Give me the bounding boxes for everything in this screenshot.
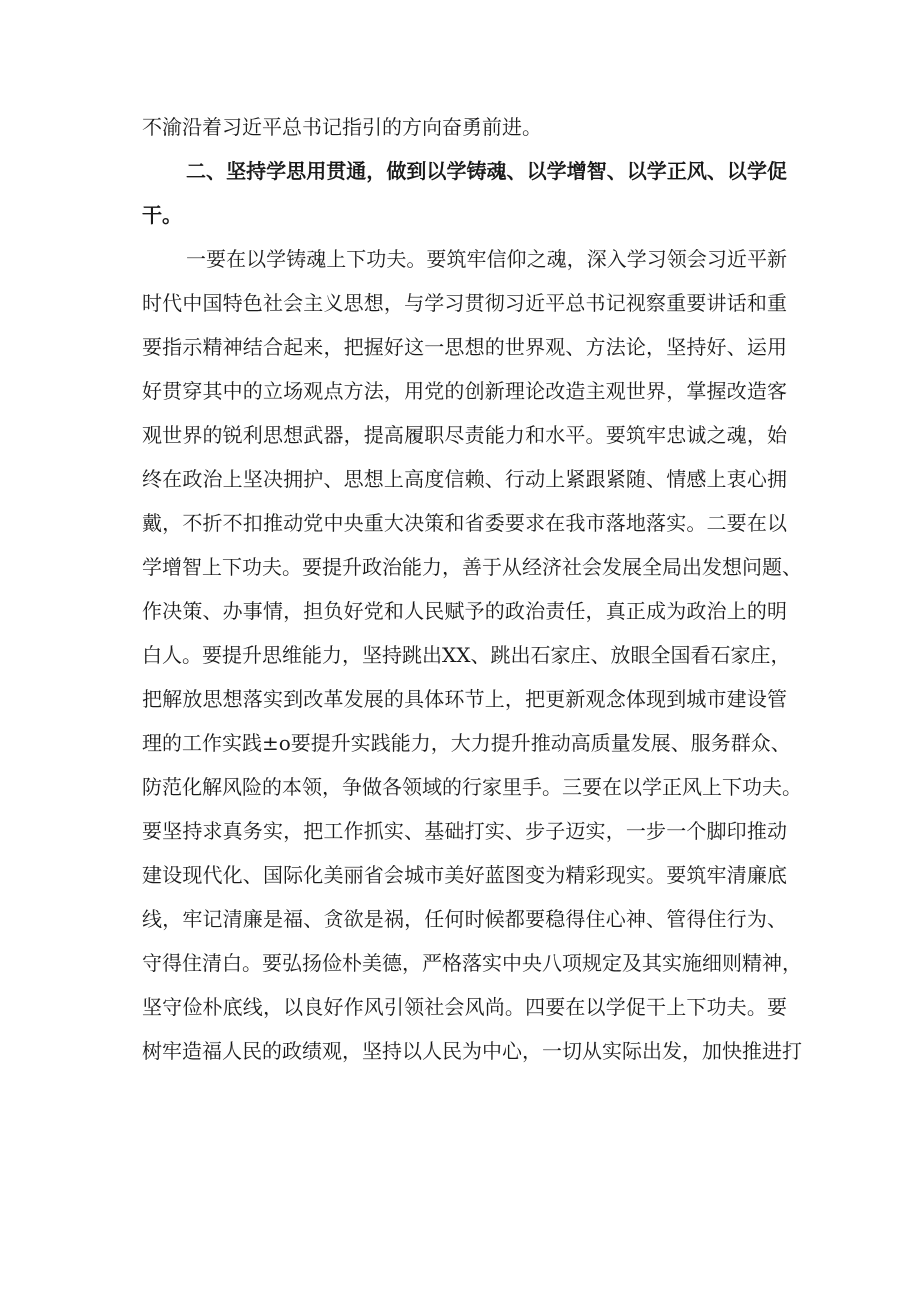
body-paragraph-line: 一要在以学铸魂上下功夫。要筑牢信仰之魂，深入学习领会习近平新 — [186, 247, 787, 271]
body-paragraph-line: 戴，不折不扣推动党中央重大决策和省委要求在我市落地落实。二要在以 — [142, 511, 787, 535]
body-paragraph-line: 理的工作实践±o要提升实践能力，大力提升推动高质量发展、服务群众、 — [142, 731, 791, 755]
body-paragraph-line: 作决策、办事情，担负好党和人民赋予的政治责任，真正成为政治上的明 — [142, 599, 787, 623]
body-paragraph-line: 学增智上下功夫。要提升政治能力，善于从经济社会发展全局出发想问题、 — [142, 555, 802, 579]
paragraph-continuation-line: 不渝沿着习近平总书记指引的方向奋勇前进。 — [142, 115, 542, 139]
body-paragraph-line: 把解放思想落实到改革发展的具体环节上，把更新观念体现到城市建设管 — [142, 687, 787, 711]
section-heading-line-2: 干。 — [142, 203, 182, 227]
body-paragraph-line: 好贯穿其中的立场观点方法，用党的创新理论改造主观世界，掌握改造客 — [142, 379, 787, 403]
body-paragraph-line: 要坚持求真务实，把工作抓实、基础打实、步子迈实，一步一个脚印推动 — [142, 819, 787, 843]
body-paragraph-line: 观世界的锐利思想武器，提高履职尽责能力和水平。要筑牢忠诚之魂，始 — [142, 423, 787, 447]
section-heading-line-1: 二、坚持学思用贯通，做到以学铸魂、以学增智、以学正风、以学促 — [186, 159, 787, 183]
body-paragraph-line: 线，牢记清廉是福、贪欲是祸，任何时候都要稳得住心神、管得住行为、 — [142, 907, 787, 931]
body-paragraph-line: 树牢造福人民的政绩观，坚持以人民为中心，一切从实际出发，加快推进打 — [142, 1039, 802, 1063]
body-paragraph-line: 建设现代化、国际化美丽省会城市美好蓝图变为精彩现实。要筑牢清廉底 — [142, 863, 787, 887]
body-paragraph-line: 坚守俭朴底线，以良好作风引领社会风尚。四要在以学促干上下功夫。要 — [142, 995, 787, 1019]
body-paragraph-line: 白人。要提升思维能力，坚持跳出XX、跳出石家庄、放眼全国看石家庄， — [142, 643, 791, 667]
body-paragraph-line: 时代中国特色社会主义思想，与学习贯彻习近平总书记视察重要讲话和重 — [142, 291, 787, 315]
body-paragraph-line: 守得住清白。要弘扬俭朴美德，严格落实中央八项规定及其实施细则精神， — [142, 951, 802, 975]
body-paragraph-line: 终在政治上坚决拥护、思想上高度信赖、行动上紧跟紧随、情感上衷心拥 — [142, 467, 787, 491]
body-paragraph-line: 要指示精神结合起来，把握好这一思想的世界观、方法论，坚持好、运用 — [142, 335, 787, 359]
body-paragraph-line: 防范化解风险的本领，争做各领域的行家里手。三要在以学正风上下功夫。 — [142, 775, 802, 799]
